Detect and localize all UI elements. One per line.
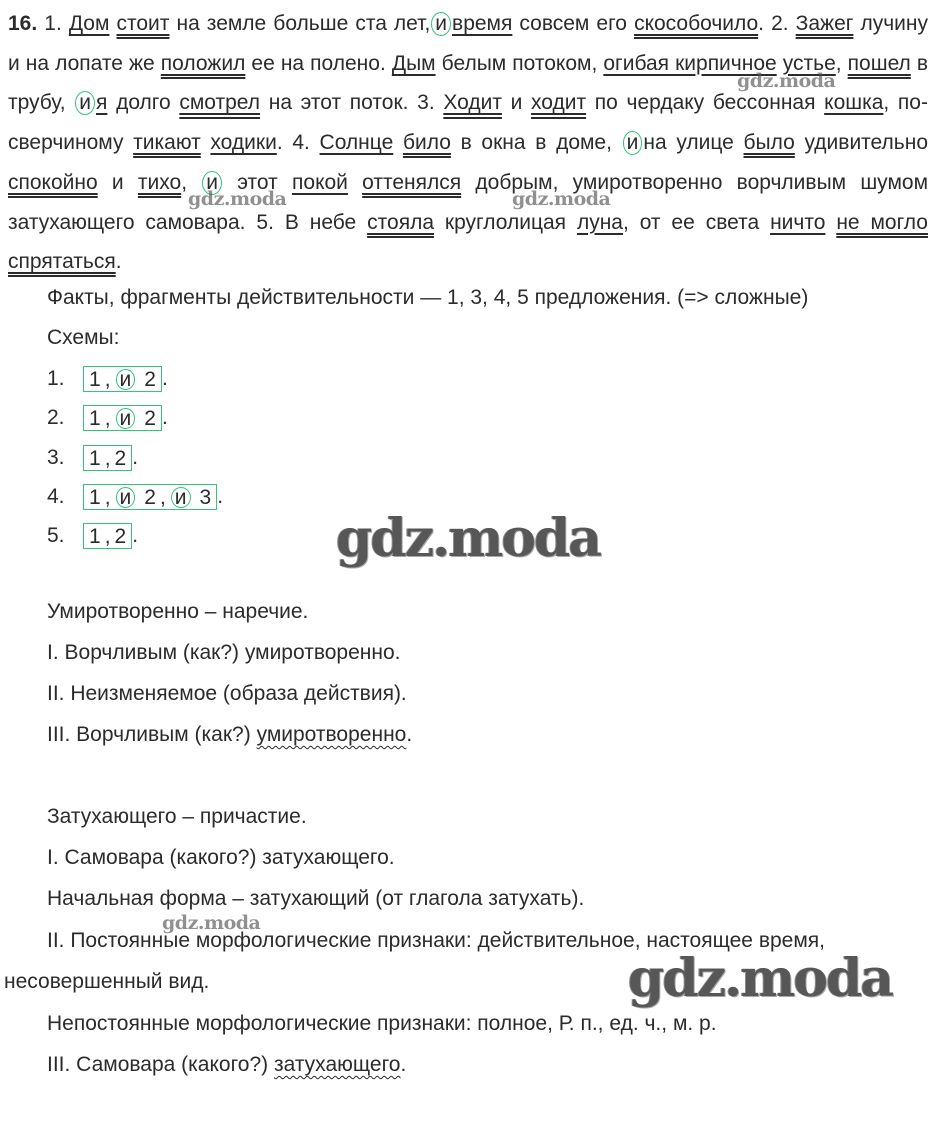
clause-1: 1 [89, 407, 101, 430]
s4-number: 4. [292, 131, 310, 155]
s2-text6: на этот поток. [268, 91, 409, 115]
comma: , [104, 368, 111, 391]
s2-text2: ее на полено. [251, 51, 386, 75]
analysis2-var: Непостоянные морфологические признаки: полное, Р. п., ед. ч., м. р. [47, 1012, 717, 1035]
s5-text2: круглолицая [444, 210, 567, 234]
scheme-box [83, 405, 162, 431]
scheme-end: . [161, 406, 168, 429]
facts-line: Факты, фрагменты действительности — 1, 3, 4, 5 предложения. (=> сложные) [47, 286, 809, 309]
s2-text4: в трубу, [8, 51, 929, 115]
s1-conjunction: и [431, 12, 451, 36]
s4-subject2: покой [292, 170, 348, 194]
s1-end: . [758, 12, 765, 35]
s4-comma: , [181, 170, 188, 194]
s3-predicate3: тикают [133, 131, 201, 155]
scheme-index: 4. [47, 485, 65, 508]
s1-text: на земле больше ста лет, [176, 12, 431, 35]
s3-predicate2: ходит [531, 91, 587, 115]
s3-subject: кошка [824, 91, 884, 115]
conjunction: и [116, 408, 136, 429]
comma: , [104, 447, 111, 470]
analysis2-iii [47, 1053, 406, 1077]
scheme-4 [47, 484, 223, 510]
s2-predicate2: положил [160, 51, 246, 75]
analysis2-iii-word: затухающего [273, 1053, 401, 1076]
s2-text3: белым потоком, [441, 51, 598, 75]
scheme-3 [47, 445, 138, 471]
watermark-small: gdz.moda [512, 188, 611, 210]
scheme-end: . [217, 485, 224, 508]
s2-number: 2. [771, 12, 789, 35]
s4-subject: Солнце [319, 131, 394, 155]
s4-predicate: било [402, 131, 451, 155]
clause-1: 1 [89, 368, 101, 391]
s2-word-ustye: устье [782, 51, 836, 75]
s5-subject2: ничто [770, 210, 826, 234]
s3-subject2: ходики [210, 131, 277, 155]
clause-3: 3 [199, 486, 212, 509]
analysis2-iii-prefix: III. Самовара (какого?) [47, 1053, 269, 1076]
s5-number: 5. [256, 210, 274, 234]
scheme-5 [47, 523, 138, 549]
clause-1: 1 [89, 486, 101, 509]
s4-text4: этот [237, 170, 278, 194]
s5-end: . [115, 250, 122, 274]
s2-predicate: Зажег [795, 12, 854, 35]
scheme-box [83, 366, 162, 392]
s4-conjunction: и [623, 131, 643, 155]
scheme-end: . [161, 367, 168, 390]
watermark-small: gdz.moda [737, 70, 836, 92]
analysis1-iii-end: . [406, 723, 413, 746]
s5-subject: луна [576, 210, 623, 234]
s1-subject: Дом [68, 12, 110, 35]
conjunction2: и [171, 487, 191, 508]
analysis1-i: I. Ворчливым (как?) умиротворенно. [47, 641, 401, 664]
s3-text: по чердаку бессонная [594, 91, 816, 115]
s4-predicate2: было [743, 131, 795, 155]
comma2: , [159, 486, 166, 509]
s1-predicate: стоит [116, 12, 170, 35]
comma: , [104, 486, 111, 509]
watermark-large: gdz.moda [336, 508, 601, 569]
scheme-box [83, 445, 132, 471]
s4-text3: удивительно [804, 131, 929, 155]
analysis2-iii-end: . [400, 1053, 407, 1076]
s4-text: в окна в доме, [460, 131, 612, 155]
exercise-text [8, 4, 928, 282]
clause-1: 1 [89, 525, 101, 548]
analysis1-title: Умиротворенно – наречие. [47, 600, 309, 623]
analysis1-ii: II. Неизменяемое (образа действия). [47, 682, 407, 705]
watermark-large: gdz.moda [628, 948, 893, 1009]
schemes-title: Схемы: [47, 326, 120, 349]
s4-predicate3: спокойно [8, 170, 98, 194]
comma: , [104, 525, 111, 548]
s3-end: . [276, 131, 283, 155]
analysis1-iii [47, 723, 412, 747]
s2-conjunction: и [75, 91, 95, 115]
s2-text: лучину и на лопате же [8, 12, 928, 75]
analysis1-iii-prefix: III. Ворчливым (как?) [47, 723, 251, 746]
s1-predicate2: скособочило [634, 12, 759, 35]
s1-number: 1. [44, 12, 62, 35]
s4-predicate4: тихо [137, 170, 182, 194]
scheme-end: . [132, 446, 139, 469]
s4-predicate5: оттенялся [362, 170, 462, 194]
s1-subject2: время [452, 12, 513, 35]
analysis2-title: Затухающего – причастие. [47, 805, 307, 828]
scheme-index: 5. [47, 524, 65, 547]
s3-number: 3. [417, 91, 435, 115]
scheme-end: . [132, 524, 139, 547]
s3-text2: , по-сверчиному [8, 91, 928, 155]
s2-predicate4: смотрел [179, 91, 261, 115]
s2-text5: долго [116, 91, 171, 115]
scheme-index: 1. [47, 367, 65, 390]
scheme-box [83, 523, 132, 549]
s5-predicate: стояла [367, 210, 435, 234]
scheme-box [83, 484, 217, 510]
scheme-index: 3. [47, 446, 65, 469]
s2-comma: , [835, 51, 842, 75]
watermark-small: gdz.moda [188, 188, 287, 210]
s4-text5: добрым, умиротворенно ворчливым шумом затухающего самовара. [8, 170, 929, 234]
watermark-small: gdz.moda [162, 912, 261, 934]
comma: , [104, 407, 111, 430]
clause-2: 2 [144, 486, 156, 509]
analysis2-i: I. Самовара (какого?) затухающего. [47, 846, 395, 869]
s4-and: и [111, 170, 124, 194]
clause-2: 2 [114, 447, 127, 470]
analysis1-iii-word: умиротворенно [256, 723, 407, 746]
clause-2: 2 [144, 368, 156, 391]
analysis2-ii: II. Постоянные морфологические признаки: действительное, настоящее время, [47, 929, 825, 952]
clause-1: 1 [89, 447, 101, 470]
clause-2: 2 [114, 525, 127, 548]
analysis2-ii-cont: несовершенный вид. [4, 970, 210, 993]
s3-and: и [510, 91, 523, 115]
s2-subject2: я [96, 91, 108, 115]
scheme-index: 2. [47, 406, 65, 429]
s5-predicate2: не могло спрятаться [8, 210, 928, 274]
s4-text2: на улице [643, 131, 734, 155]
s1-text2: совсем его [519, 12, 627, 35]
clause-2: 2 [144, 407, 156, 430]
s2-predicate3: пошел [847, 51, 911, 75]
conjunction: и [116, 369, 136, 390]
s2-participle-phrase: огибая кирпичное [603, 51, 777, 75]
s5-text3: , от ее света [622, 210, 760, 234]
scheme-1 [47, 366, 168, 392]
analysis2-initial: Начальная форма – затухающий (от глагола затухать). [47, 887, 585, 910]
s5-text: В небе [284, 210, 357, 234]
s2-subject: Дым [391, 51, 436, 75]
s4-conjunction2: и [202, 171, 222, 195]
conjunction: и [116, 487, 136, 508]
scheme-2 [47, 405, 168, 431]
exercise-number: 16. [8, 12, 38, 35]
s3-predicate: Ходит [443, 91, 502, 115]
